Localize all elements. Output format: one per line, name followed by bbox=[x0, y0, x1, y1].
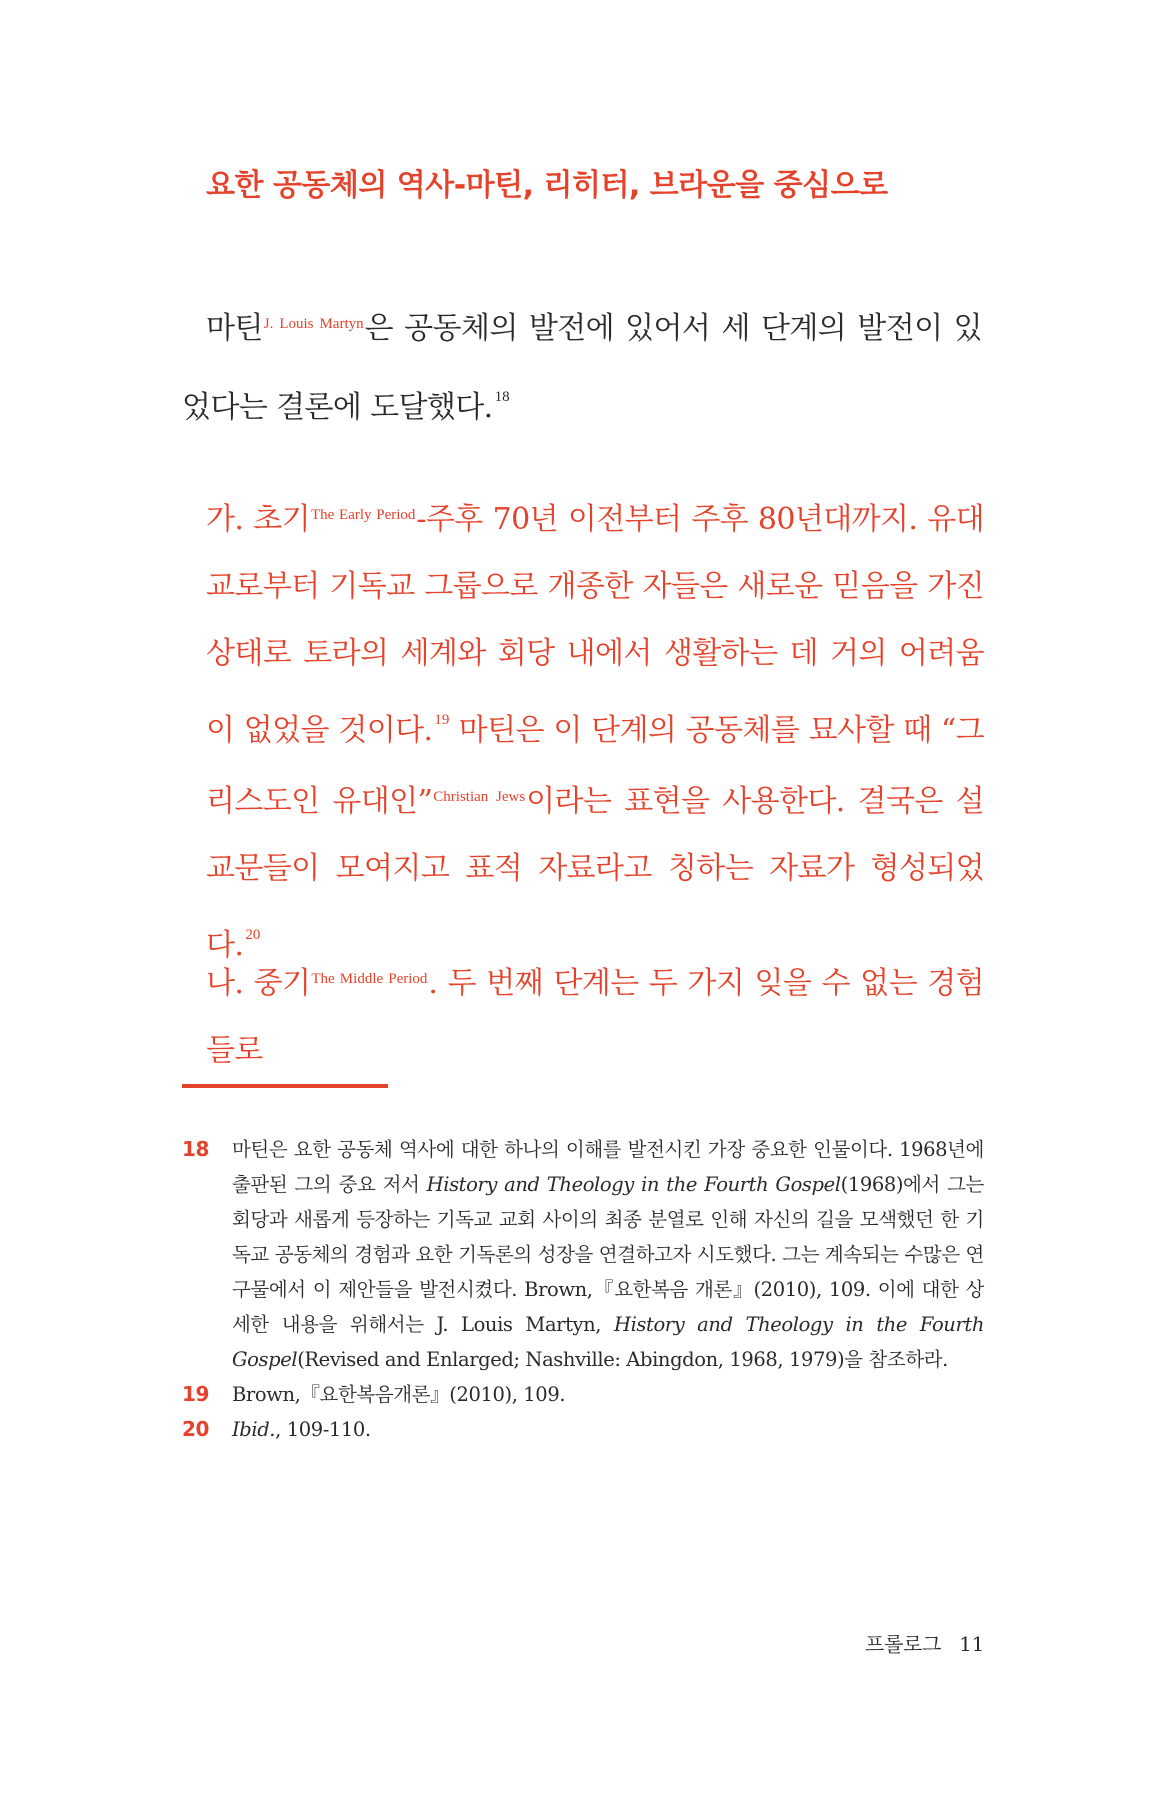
footnote-number: 20 bbox=[182, 1417, 210, 1441]
section-a-text-3: 이라는 표현을 사용한다. 결국은 설교문들이 모여지고 표적 자료라고 칭하는 자료가 형성되었다. bbox=[206, 784, 984, 963]
intro-paragraph bbox=[182, 290, 982, 442]
intro-text-rest: 은 공동체의 발전에 있어서 세 단계의 발전이 있었다는 결론에 도달했다. bbox=[182, 311, 982, 425]
section-b-text: . 두 번째 단계는 두 가지 잊을 수 없는 경험들로 bbox=[206, 966, 984, 1068]
section-a-text-1: -주후 70년 이전부터 주후 80년대까지. 유대교로부터 기독교 그룹으로 개종한 자들은 새로운 믿음을 가진 상태로 토라의 세계와 회당 내에서 생활하는 데 거의 어려움이 없었을 것이다. bbox=[206, 502, 984, 748]
section-a-paragraph bbox=[206, 482, 984, 979]
section-b-gloss: The Middle Period bbox=[311, 971, 428, 987]
section-a-text-2: 마틴은 이 단계의 공동체를 묘사할 때 “그리스도인 유대인” bbox=[206, 713, 985, 819]
footnote-text bbox=[232, 1132, 984, 1377]
footnote-ref-19[interactable]: 19 bbox=[434, 712, 450, 728]
footnote-18 bbox=[182, 1132, 984, 1377]
footnote-ref-18[interactable]: 18 bbox=[494, 389, 510, 405]
section-a-term: 초기 bbox=[253, 502, 310, 537]
page-footer bbox=[800, 1628, 984, 1657]
section-b-marker: 나. bbox=[206, 966, 244, 1001]
footnote-divider bbox=[182, 1084, 388, 1088]
footnote-text bbox=[232, 1412, 984, 1447]
footnote-text: Brown,『요한복음개론』(2010), 109. bbox=[232, 1383, 566, 1406]
footnote-20-text: , 109-110. bbox=[275, 1418, 371, 1441]
footnote-20 bbox=[182, 1412, 984, 1447]
intro-text-start: 마틴 bbox=[206, 311, 263, 346]
footnote-number: 19 bbox=[182, 1382, 210, 1406]
footnote-19 bbox=[182, 1377, 984, 1412]
footnote-ref-20[interactable]: 20 bbox=[245, 927, 261, 943]
footnote-18-book-title-1: History and Theology in the Fourth Gospel bbox=[426, 1173, 841, 1196]
page-number: 11 bbox=[959, 1632, 984, 1656]
footnote-18-text-3: (Revised and Enlarged; Nashville: Abingdon, 1968, 1979)을 참조하라. bbox=[297, 1348, 948, 1371]
running-title: 프롤로그 bbox=[865, 1632, 942, 1656]
footnote-18-text-2: (1968)에서 그는 회당과 새롭게 등장하는 기독교 교회 사이의 최종 분열로 인해 자신의 길을 모색했던 한 기독교 공동체의 경험과 요한 기독론의 성장을 연결하고자 시도했다. 그는 계속되는 수많은 연구물에서 이 제안들을 발전시켰다. Brown,『요한복음 개론』(2010), 109. 이에 대한 상세한 내용을 위해서는 J. Louis Martyn, bbox=[232, 1173, 984, 1336]
footnote-number: 18 bbox=[182, 1137, 210, 1161]
footnotes bbox=[182, 1132, 984, 1447]
section-heading: 요한 공동체의 역사-마틴, 리히터, 브라운을 중심으로 bbox=[206, 168, 888, 203]
intro-gloss: J. Louis Martyn bbox=[263, 316, 364, 332]
section-a-gloss: The Early Period bbox=[311, 507, 416, 523]
section-a-gloss-2: Christian Jews bbox=[433, 789, 526, 805]
footnote-18-book-title-2: History and Theology in the Fourth Gospel bbox=[232, 1313, 984, 1371]
footnote-20-ibid: Ibid. bbox=[232, 1418, 276, 1441]
section-b-term: 중기 bbox=[253, 966, 311, 1001]
section-a-marker: 가. bbox=[206, 502, 244, 537]
footnote-18-text-1: 마틴은 요한 공동체 역사에 대한 하나의 이해를 발전시킨 가장 중요한 인물이다. 1968년에 출판된 그의 중요 저서 bbox=[232, 1138, 984, 1196]
section-b-paragraph bbox=[206, 946, 984, 1084]
